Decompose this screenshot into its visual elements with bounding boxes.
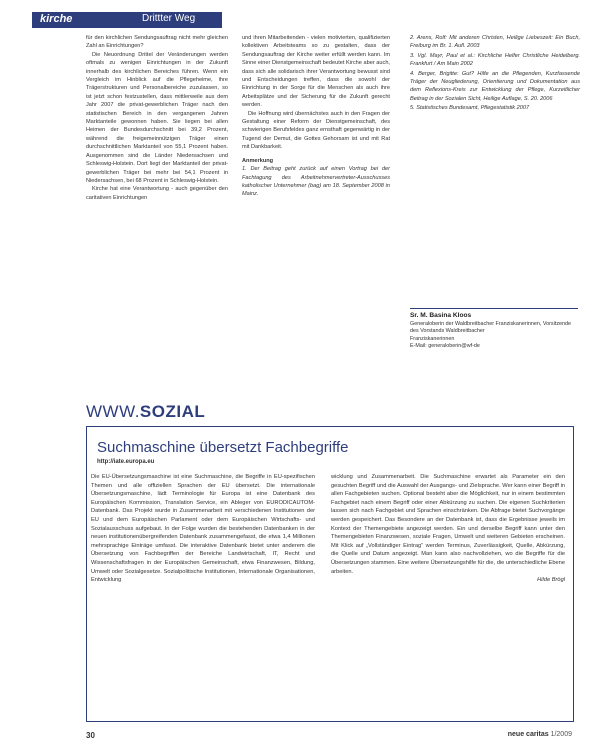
author-name: Sr. M. Basina Kloos [410,308,578,320]
author-info [410,308,578,351]
paragraph: Die Neuordnung Drittel der Veränderungen werden oftmals zu wenigen Einrichtungen in der Zukunft innerhalb des kirchlichen Bereiches führen. Wenn ein Vergleich im Hinblick auf die Pflegeheime, ihre Trägerstrukturen und Personalbereiche zuzulassen, so ist jetzt schon festzustellen, dass mittlerweile aus dem Jahr 2007 die privat-gewerblichen Träger nach den statistischen Bereich in den vergangenen Jahren Marktanteile gewonnen haben. Sie liegen bei allen Heimen der Bundesdurchschnitt bei 39,2 Prozent, während die freigemeinnützigen Träger einen durchschnittlichen Marktanteil von 55,1 Prozent haben. Ausgenommen sind die Länder Niedersachsen und Schleswig-Holstein. Dort liegt der Marktanteil der privat-gewerblichen Träger bei mehr bei 54,1 Prozent in Niedersachsen, bei 68 Prozent in Schleswig-Holstein. [86,51,228,184]
box-title: Suchmaschine übersetzt Fachbegriffe [97,439,349,456]
box-column-2-text: wicklung und Zusammenarbeit. Die Suchmaschine erwartet als Parameter ein den gesuchten Begriff und die Auswahl der Ausgangs- und Zielsprache. Wer kann einer Begriff in allen Fachgebieten suchen. Optional besteht aber die Möglichkeit, nur in einem bestimmten Fachgebiet nach einem Begriff oder einer Abkürzung zu suchen. Die eigenen Suchkriterien lassen sich nach Fachgebiet und Sprachen einschränken. Die Abfrage bietet Suchvorgänge werden gespeichert. Das Besondere an der Datenbank ist, dass die Ergebnisse jeweils im Kontext der Themengebiete angezeigt werden. Ein und derselbe Begriff kann unter den Themengebieten Finanzwesen, soziale Fragen, Umwelt und weiteren Gebieten erscheinen. Mit Klick auf „Vollständiger Eintrag“ werden Terminus, Zuverlässigkeit, Quelle, Abkürzung, die Quelle und Datum angezeigt. Man kann also nachvollziehen, wo die Begriffe für die Übersetzungen stammen. Eine weitere Übersetzungshilfe für die, die unterschiedliche Ebene arbeiten. [331,474,565,575]
paragraph: Die Hoffnung wird übernächstes auch in den Fragen der Gestaltung einer Reform der Dienstgemeinschaft, des schwierigen Berufsfeldes ganz ernsthaft gegenwärtig in der Tugend der Demut, die Gottes Gehorsam ist und mit Rat mit Dankbarkeit. [242,110,390,151]
footnote: 3. Vgl. Mayr, Paul et al.: Kirchliche Helfer Christliche Heidelberg. Frankfurt / Am Main 2002 [410,52,580,68]
box-column-2 [331,473,565,585]
page-number: 30 [86,731,95,740]
box-signature: Hilde Brögl [537,577,565,584]
magazine-name: neue caritas [507,731,549,738]
subsection-label: Drittter Weg [142,13,196,24]
annotation-text: 1. Der Beitrag geht zurück auf einen Vortrag bei der Fachtagung des Arbeitnehmervertreter-Ausschusses katholischer Unternehmer (bag) am 18. September 2008 in Mainz. [242,166,390,198]
box-url-link[interactable]: http://iate.europa.eu [97,459,155,465]
article-column-1 [86,34,228,202]
magazine-issue: 1/2009 [550,731,572,738]
www-prefix: WWW. [86,402,140,421]
section-label: kirche [40,13,73,25]
paragraph: Kirche hat eine Verantwortung - auch gegenüber den caritativen Einrichtungen [86,186,228,201]
author-line: Franziskanerinnen [410,335,455,342]
www-sozial-heading [86,402,205,422]
magazine-footer [508,731,572,738]
article-column-2 [242,34,390,199]
paragraph: und ihren Mitarbeitenden - vielen motivierten, qualifizierten kollektiven Arbeitsteams so zu gestalten, dass der Sendungsauftrag der Kirche weiter erfüllt werden kann. Im Sinne einer Dienstgemeinschaft bedeutet Kirche aber auch, dass sich alle solidarisch ihrer Verantwortung bewusst sind und Entscheidungen treffen, dass die sowohl der Einrichtung in der Sorge für die Menschen als auch ihre Arbeitsplätze und der Sicherung für die Zukunft gerecht werden. [242,35,390,109]
paragraph: für den kirchlichen Sendungsauftrag nicht mehr gleichen Zahl an Einrichtungen? [86,35,228,50]
footnote: 4. Berger, Brigitte: Gut? Hilfe an die Pflegenden, Kurzfassende Träger der Neugliederung, Orientierung und Dokumentation aus dem Reflexions-Kreis zur Entwicklung der Pflege, Kurzeitlicher Beitrag in der Sozialen Sicht, Heilige Auflage, S. 20. 2006 [410,70,580,102]
info-box [86,426,574,722]
author-line: Generaloberin der Waldbreitbacher Franziskanerinnen, Vorsitzende des Vorstands Waldbreitbacher [410,320,572,334]
annotation-heading: Anmerkung [242,157,274,164]
section-header-bar [32,12,222,28]
box-column-1: Die EU-Übersetzungsmaschine ist eine Suchmaschine, die Begriffe in EU-spezifischen Themen und alle offiziellen Sprachen der EU übersetzt. Die internationale Übersetzungsmaschine, lädt Terminologie für Europa ist eine Datenbank des Europäischen Kommission, Translation Service, ein Ableger von EURODICAUTOM-Datenbank. Das Projekt wurde in Zusammenarbeit mit verschiedenen Institutionen der EU und dem Europäischen Parlament oder dem Europäischen Wirtschafts- und Sozialausschuss aufgebaut. In der Folge wurden die bestehenden Datenbanken in der neuen institutionenübergreifenden Datenbank zusammengefasst, die etwa 1,4 Millionen mehrsprachige Einträge umfasst. Die interaktive Datenbank bietet unter anderem die Übersetzung von Fachbegriffen der Bereiche Landwirtschaft, IT, Recht und Wissenschaftsfragen in der Europäischen Gemeinschaft, etwa Finanzwesen, Bildung, Umwelt oder Sozialgesetze. Sozialpolitische Institutionen, Internationale Organisationen, Entwicklung [91,474,315,584]
www-word: SOZIAL [139,402,206,421]
footnotes-column [410,34,580,114]
footnote: 5. Statistisches Bundesamt, Pflegestatistik 2007 [410,105,530,112]
author-email: E-Mail: generaloberin@wf-de [410,343,480,349]
footnote: 2. Arens, Rolf: Mit anderen Christen, Heilige Liebeszeit: Ein Buch, Freiburg im Br. 1. Aufl. 2003 [410,35,580,50]
